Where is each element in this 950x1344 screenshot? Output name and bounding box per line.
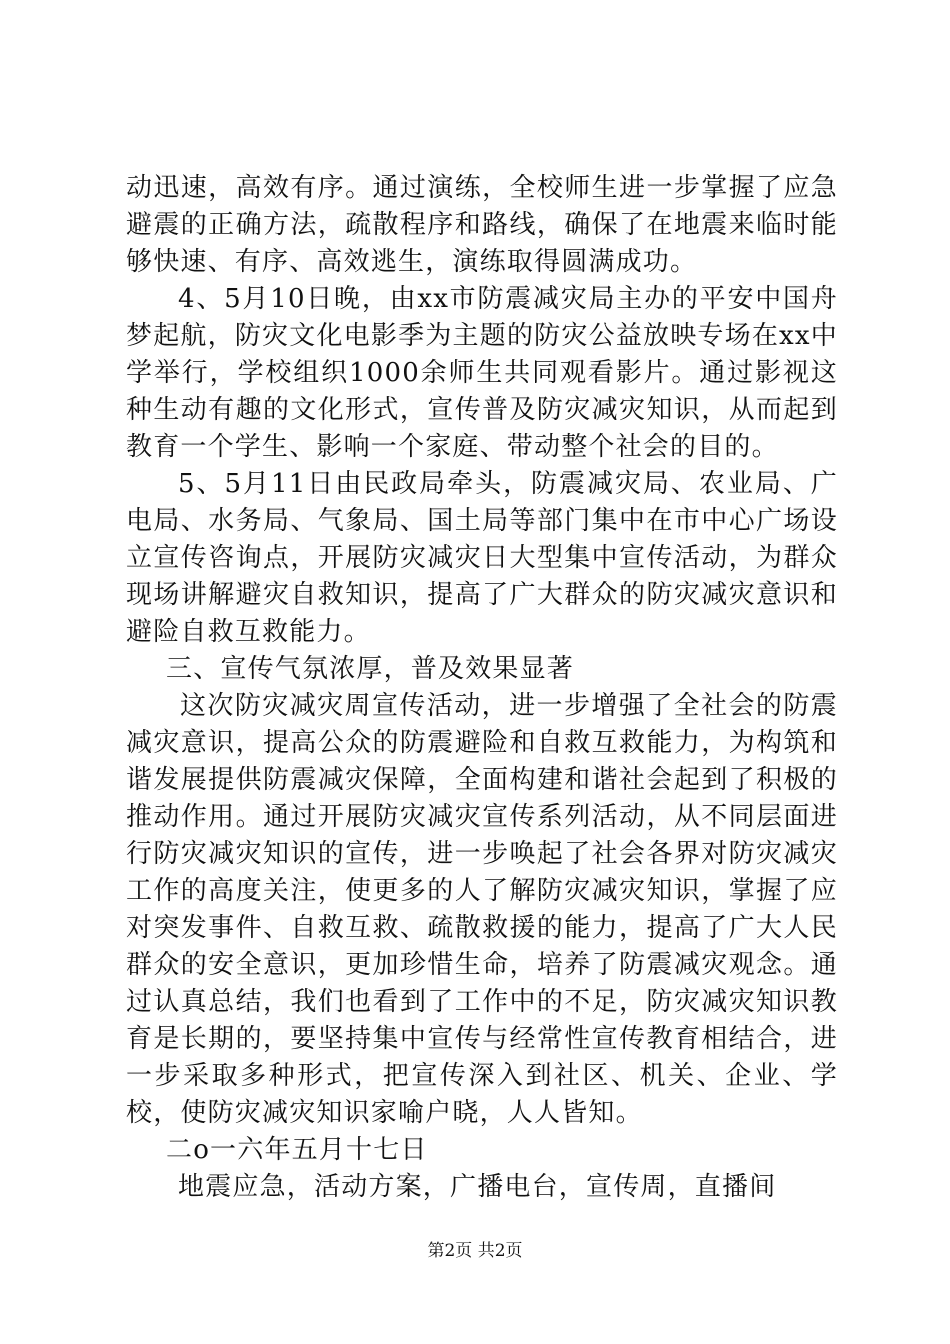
page-number-footer: 第2页 共2页 xyxy=(427,1241,523,1261)
document-body xyxy=(126,170,838,1206)
paragraph-item-4: 4、5月10日晚，由xx市防震减灾局主办的平安中国舟梦起航，防灾文化电影季为主题的防灾公益放映专场在xx中学举行，学校组织1000余师生共同观看影片。通过影视这种生动有趣的文化形式，宣传普及防灾减灾知识，从而起到教育一个学生、影响一个家庭、带动整个社会的目的。 xyxy=(126,284,838,462)
section-heading-3: 三、宣传气氛浓厚，普及效果显著 xyxy=(166,654,575,684)
paragraph-summary: 这次防灾减灾周宣传活动，进一步增强了全社会的防震减灾意识，提高公众的防震避险和自救互救能力，为构筑和谐发展提供防震减灾保障，全面构建和谐社会起到了积极的推动作用。通过开展防灾减灾宣传系列活动，从不同层面进行防灾减灾知识的宣传，进一步唤起了社会各界对防灾减灾工作的高度关注，使更多的人了解防灾减灾知识，掌握了应对突发事件、自救互救、疏散救援的能力，提高了广大人民群众的安全意识，更加珍惜生命，培养了防震减灾观念。通过认真总结，我们也看到了工作中的不足，防灾减灾知识教育是长期的，要坚持集中宣传与经常性宣传教育相结合，进一步采取多种形式，把宣传深入到社区、机关、企业、学校，使防灾减灾知识家喻户晓，人人皆知。 xyxy=(126,691,838,1128)
paragraph-item-5: 5、5月11日由民政局牵头，防震减灾局、农业局、广电局、水务局、气象局、国土局等部门集中在市中心广场设立宣传咨询点，开展防灾减灾日大型集中宣传活动，为群众现场讲解避灾自救知识，提高了广大群众的防灾减灾意识和避险自救互救能力。 xyxy=(126,469,838,647)
document-date: 二o一六年五月十七日 xyxy=(166,1135,428,1165)
paragraph-drill-result: 动迅速，高效有序。通过演练，全校师生进一步掌握了应急避震的正确方法，疏散程序和路线，确保了在地震来临时能够快速、有序、高效逃生，演练取得圆满成功。 xyxy=(126,173,838,277)
keywords-line: 地震应急，活动方案，广播电台，宣传周，直播间 xyxy=(178,1172,777,1202)
